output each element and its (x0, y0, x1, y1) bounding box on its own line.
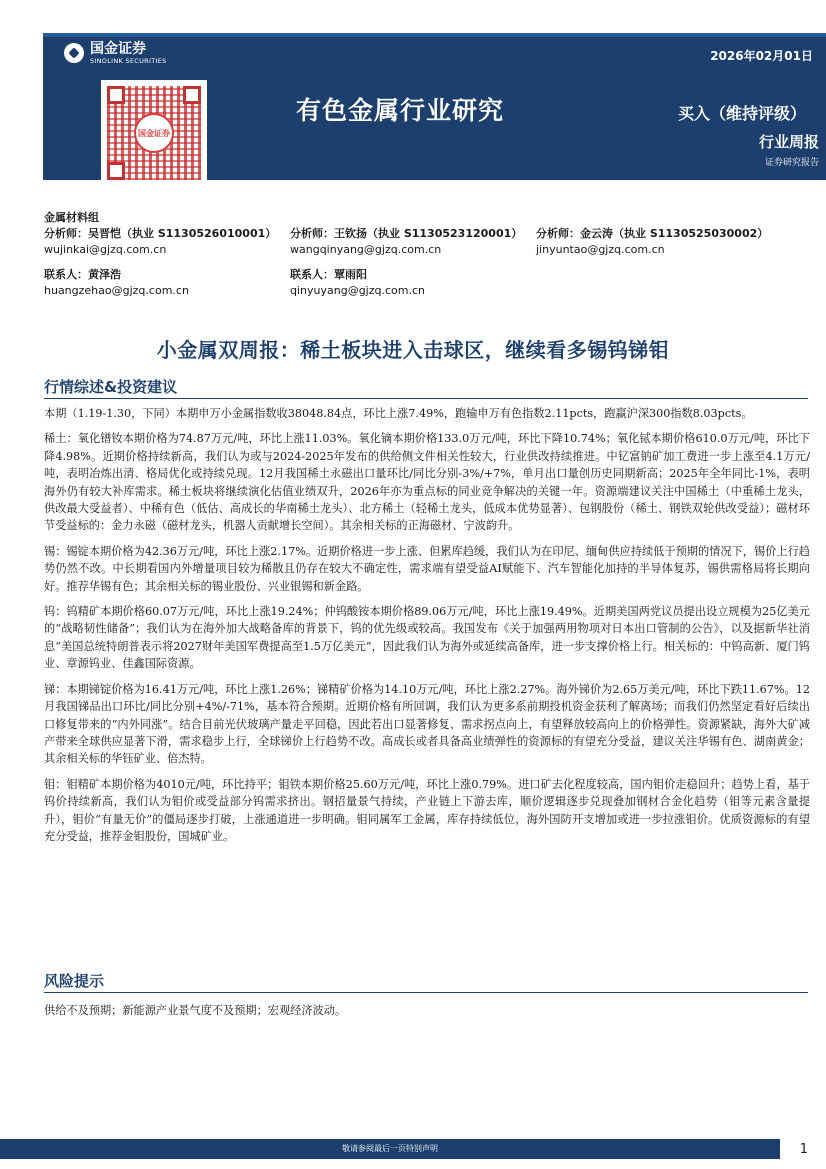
overview-body (44, 405, 810, 853)
analyst-label: 分析师：金云涛（执业 S1130525030002） (536, 227, 769, 240)
contact-label: 联系人：黄泽浩 (44, 268, 121, 281)
contact-label: 联系人：覃雨阳 (290, 268, 367, 281)
section-divider (44, 992, 808, 993)
section-heading-risk: 风险提示 (44, 972, 105, 990)
sector-title: 有色金属行业研究 (296, 96, 505, 125)
header-banner (43, 33, 826, 180)
footer-bar: 敬请参阅最后一页特别声明 (0, 1139, 780, 1159)
analyst-block (44, 210, 804, 299)
banner-edge (43, 33, 826, 37)
analyst-email[interactable]: wangqinyang@gjzq.com.cn (290, 243, 442, 256)
company-name-cn: 国金证券 (90, 41, 146, 57)
report-date: 2026年02月01日 (710, 49, 813, 63)
section-heading-overview: 行情综述&投资建议 (44, 378, 178, 396)
logo-mark-icon (64, 43, 84, 63)
report-title: 小金属双周报：稀土板块进入击球区，继续看多锡钨锑钼 (156, 338, 670, 362)
company-name-en: SINOLINK SECURITIES (90, 57, 167, 65)
analyst-email[interactable]: wujinkai@gjzq.com.cn (44, 243, 167, 256)
company-logo (64, 41, 167, 65)
qr-code (101, 80, 207, 186)
contact-email[interactable]: qinyuyang@gjzq.com.cn (290, 284, 425, 297)
paragraph-summary: 本期（1.19-1.30，下同）本期申万小金属指数收38048.84点，环比上涨7.49%，跑输申万有色指数2.11pcts，跑赢沪深300指数8.03pcts。 (44, 407, 753, 420)
analyst-email[interactable]: jinyuntao@gjzq.com.cn (536, 243, 665, 256)
analyst-label: 分析师：吴晋恺（执业 S1130526010001） (44, 227, 277, 240)
report-subtype: 证券研究报告 (764, 158, 819, 168)
paragraph-risk: 供给不及预期；新能源产业景气度不及预期；宏观经济波动。 (44, 1004, 347, 1017)
analyst-label: 分析师：王钦扬（执业 S1130523120001） (290, 227, 523, 240)
paragraph-tungsten: 钨：钨精矿本期价格60.07万元/吨，环比上涨19.24%；仲钨酸铵本期价格89.06万元/吨，环比上涨19.49%。近期美国两党议员提出设立规模为25亿美元的“战略韧性储备”；我们认为在海外加大战略备库的背景下，钨的优先级或较高。我国发布《关于加强两用物项对日本出口管制的公告》，以及据新华社消息“美国总统特朗普表示将2027财年美国军费提高至1.5万亿美元”，因此我们认为海外或延续高备库，进一步支撑价格上行。相关标的：中钨高新、厦门钨业、章源钨业、佳鑫国际资源。 (44, 605, 810, 671)
paragraph-tin: 锡：锡锭本期价格为42.36万元/吨，环比上涨2.17%。近期价格进一步上涨、但累库趋缓，我们认为在印尼、缅甸供应持续低于预期的情况下，锡价上行趋势仍然不改。中长期看国内外增量项目较为稀散且仍存在较大不确定性，需求端有望受益AI赋能下、汽车智能化加持的半导体复苏，锡供需格局将长期向好。推荐华锡有色；其余相关标的锡业股份、兴业银锡和新金路。 (44, 544, 810, 593)
paragraph-rare-earth: 稀土：氧化镨钕本期价格为74.87万元/吨，环比上涨11.03%。氧化镝本期价格133.0万元/吨，环比下降10.74%；氧化铽本期价格610.0万元/吨，环比下降4.98%。近期价格持续新高，我们认为或与2024-2025年发布的供给侧文件相关性较大，行业供改持续推进。中钇富钠矿加工费进一步上涨至4.1万元/吨，表明冶炼出清、格局优化或持续兑现。12月我国稀土永磁出口量环比/同比分别-3%/+7%，单月出口量创历史同期新高；2025年全年同比-1%，表明海外仍有较大补库需求。稀土板块将继续演化估值业绩双升，2026年亦为重点标的同业竞争解决的关键一年。资源端建议关注中国稀土（中重稀土龙头，供改最大受益者）、中稀有色（低估、高成长的华南稀土龙头）、北方稀土（轻稀土龙头，低成本优势显著）、包钢股份（稀土、钢铁双轮供改受益）；磁材环节受益标的：金力永磁（磁材龙头，机器人贡献增长空间）。其余相关标的正海磁材、宁波韵升。 (44, 432, 810, 533)
contact-email[interactable]: huangzehao@gjzq.com.cn (44, 284, 189, 297)
risk-body (44, 1002, 810, 1027)
report-type: 行业周报 (758, 133, 819, 151)
qr-center-badge: 国金证券 (134, 113, 174, 153)
rating: 买入（维持评级） (677, 104, 806, 123)
page-number: 1 (799, 1142, 808, 1157)
section-divider (44, 398, 808, 399)
paragraph-antimony: 锑：本期锑锭价格为16.41万元/吨，环比上涨1.26%；锑精矿价格为14.10万元/吨，环比上涨2.27%。海外锑价为2.65万美元/吨，环比下跌11.67%。12月我国锑品出口环比/同比分别+4%/-71%，基本符合预期。近期价格有所回调，我们认为更多系前期投机资金获利了解离场；而我们仍然坚定看好后续出口修复带来的“内外同涨”。结合目前光伏玻璃产量走平回稳，因此若出口显著修复、需求拐点向上，有望释放较高向上的价格弹性。资源紧缺，海外大矿减产带来全球供应显著下滑，需求稳步上行，全球锑价上行趋势不改。高成长或者具备高业绩弹性的资源标的有望充分受益，建议关注华锡有色、湖南黄金；其余相关标的华钰矿业、倍杰特。 (44, 682, 810, 766)
analyst-group: 金属材料组 (44, 211, 99, 224)
paragraph-molybdenum: 钼：钼精矿本期价格为4010元/吨，环比持平；钼铁本期价格25.60万元/吨，环比上涨0.79%。进口矿去化程度较高，国内钼价走稳回升；趋势上看，基于钨价持续新高，我们认为钼价或受益部分钨需求挤出。钢招量景气持续，产业链上下游去库，顺价逻辑逐步兑现叠加钢材合金化趋势（钼等元素含量提升），钼价“有量无价”的僵局逐步打破，上涨通道进一步明确。钼同属军工金属，库存持续低位，海外国防开支增加或进一步拉涨钼价。优质资源标的有望充分受益，推荐金钼股份，国城矿业。 (44, 777, 810, 843)
